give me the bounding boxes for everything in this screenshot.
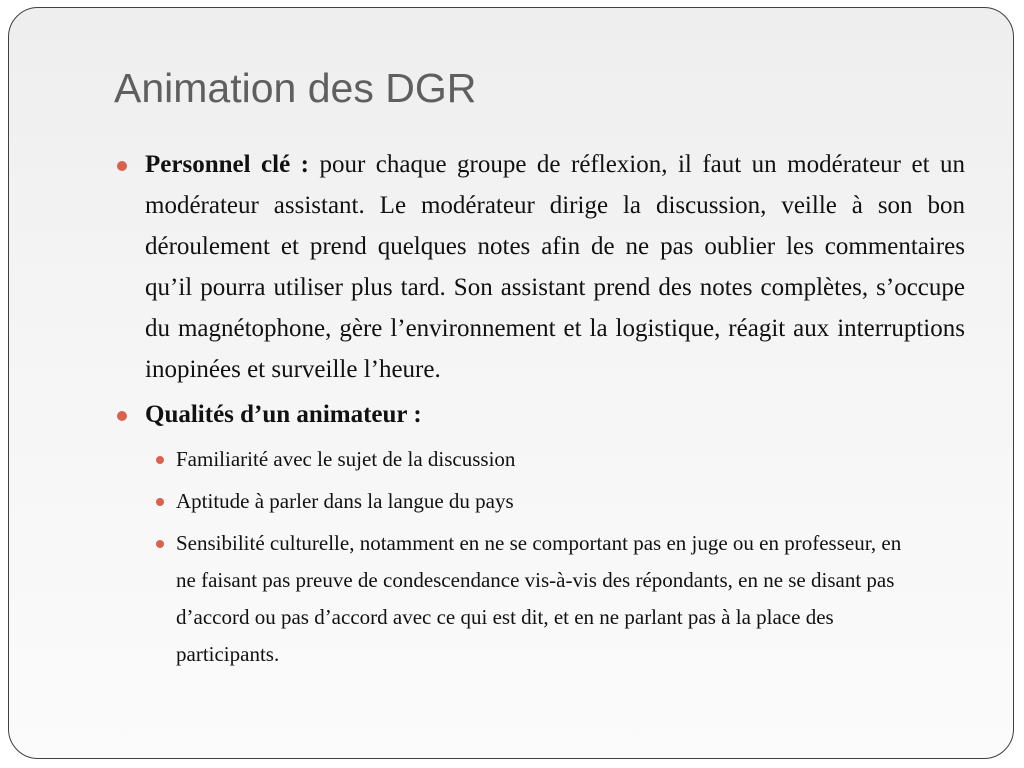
bullet-dot-icon	[117, 161, 127, 171]
bullet-label: Personnel clé :	[145, 151, 309, 178]
bullet-qualites-animateur	[113, 394, 965, 435]
list-item-text: Familiarité avec le sujet de la discussion	[176, 447, 516, 471]
bullet-dot-icon	[117, 411, 127, 421]
slide	[8, 7, 1014, 759]
list-item	[113, 441, 926, 478]
slide-title: Animation des DGR	[114, 65, 477, 111]
bullet-personnel-cle	[113, 144, 965, 390]
list-item	[113, 483, 926, 520]
list-item-text: Aptitude à parler dans la langue du pays	[176, 489, 514, 513]
slide-content	[113, 144, 965, 678]
list-item	[113, 525, 926, 673]
sub-bullet-dot-icon	[156, 540, 164, 548]
sub-bullet-dot-icon	[156, 456, 164, 464]
sub-bullet-dot-icon	[156, 498, 164, 506]
qualites-list	[113, 441, 965, 673]
list-item-text: Sensibilité culturelle, notamment en ne se comportant pas en juge ou en professeur, en ne faisant pas preuve de condescendance vis-à-vis des répondants, en ne se disant pas d’accord ou pas d’accord avec ce qui est dit, et en ne parlant pas à la place des participants.	[176, 531, 902, 666]
bullet-label: Qualités d’un animateur :	[145, 401, 422, 428]
bullet-text: pour chaque groupe de réflexion, il faut un modérateur et un modérateur assistant. Le modérateur dirige la discussion, veille à son bon déroulement et prend quelques notes afin de ne pas oublier les commentaires qu’il pourra utiliser plus tard. Son assistant prend des notes complètes, s’occupe du magnétophone, gère l’environnement et la logistique, réagit aux interruptions inopinées et surveille l’heure.	[145, 151, 965, 383]
